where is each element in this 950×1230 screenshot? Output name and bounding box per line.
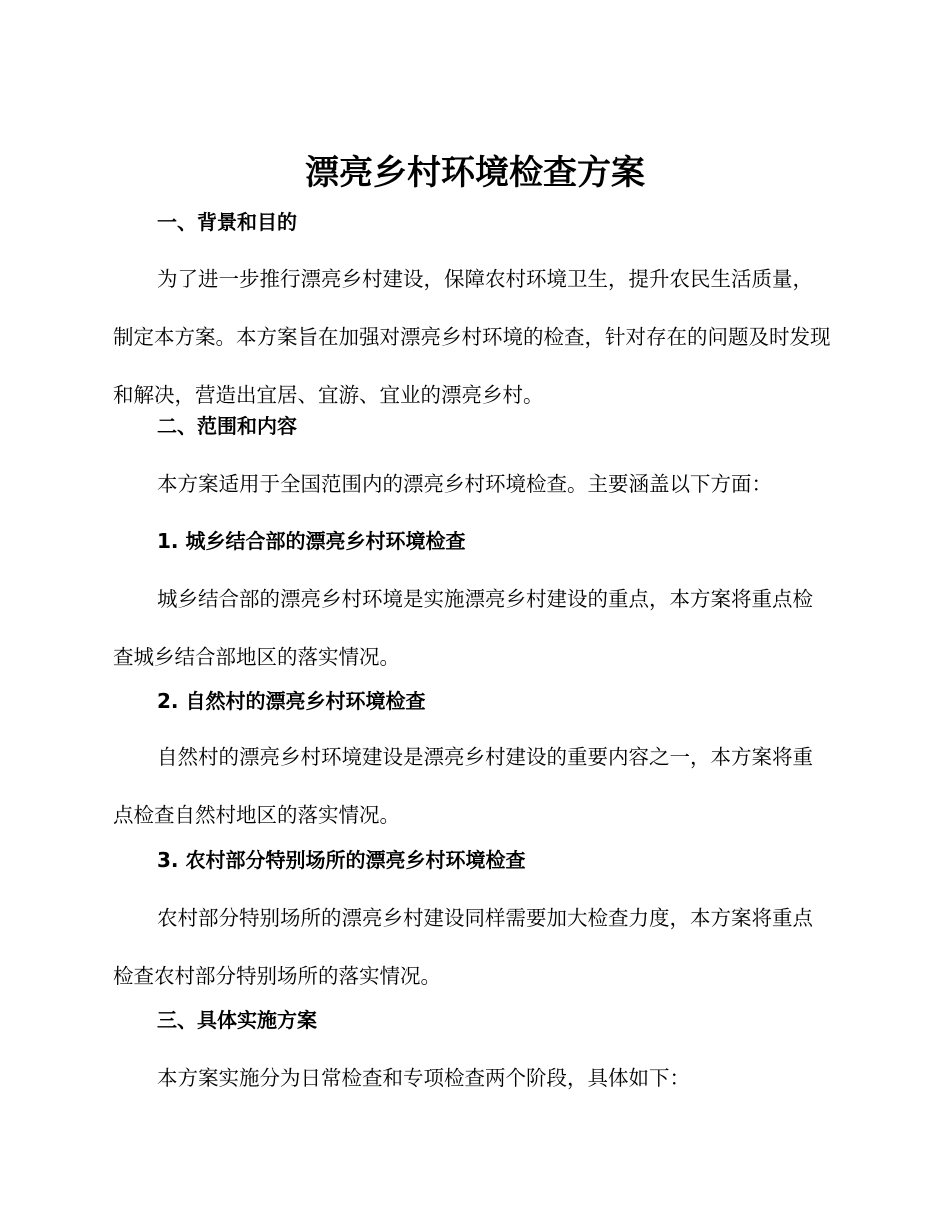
paragraph-urban-rural-fringe: 城乡结合部的漂亮乡村环境是实施漂亮乡村建设的重点，本方案将重点检查城乡结合部地区的落实情况。 (113, 587, 813, 669)
paragraph-implementation: 本方案实施分为日常检查和专项检查两个阶段，具体如下： (157, 1066, 690, 1090)
paragraph-background: 为了进一步推行漂亮乡村建设，保障农村环境卫生，提升农民生活质量，制定本方案。本方案旨在加强对漂亮乡村环境的检查，针对存在的问题及时发现和解决，营造出宜居、宜游、宜业的漂亮乡村。 (113, 267, 831, 407)
document-title: 漂亮乡村环境检查方案 (305, 153, 645, 193)
section-heading-scope: 二、范围和内容 (157, 414, 297, 438)
paragraph-special-places: 农村部分特别场所的漂亮乡村建设同样需要加大检查力度，本方案将重点检查农村部分特别场所的落实情况。 (113, 906, 813, 988)
subheading-urban-rural-fringe: 1. 城乡结合部的漂亮乡村环境检查 (157, 529, 466, 553)
section-heading-implementation: 三、具体实施方案 (157, 1008, 317, 1032)
paragraph-natural-village: 自然村的漂亮乡村环境建设是漂亮乡村建设的重要内容之一，本方案将重点检查自然村地区的落实情况。 (113, 745, 813, 827)
paragraph-scope: 本方案适用于全国范围内的漂亮乡村环境检查。主要涵盖以下方面： (157, 472, 772, 496)
section-heading-background: 一、背景和目的 (157, 210, 297, 234)
subheading-natural-village: 2. 自然村的漂亮乡村环境检查 (157, 689, 426, 713)
subheading-special-places: 3. 农村部分特别场所的漂亮乡村环境检查 (157, 848, 526, 872)
